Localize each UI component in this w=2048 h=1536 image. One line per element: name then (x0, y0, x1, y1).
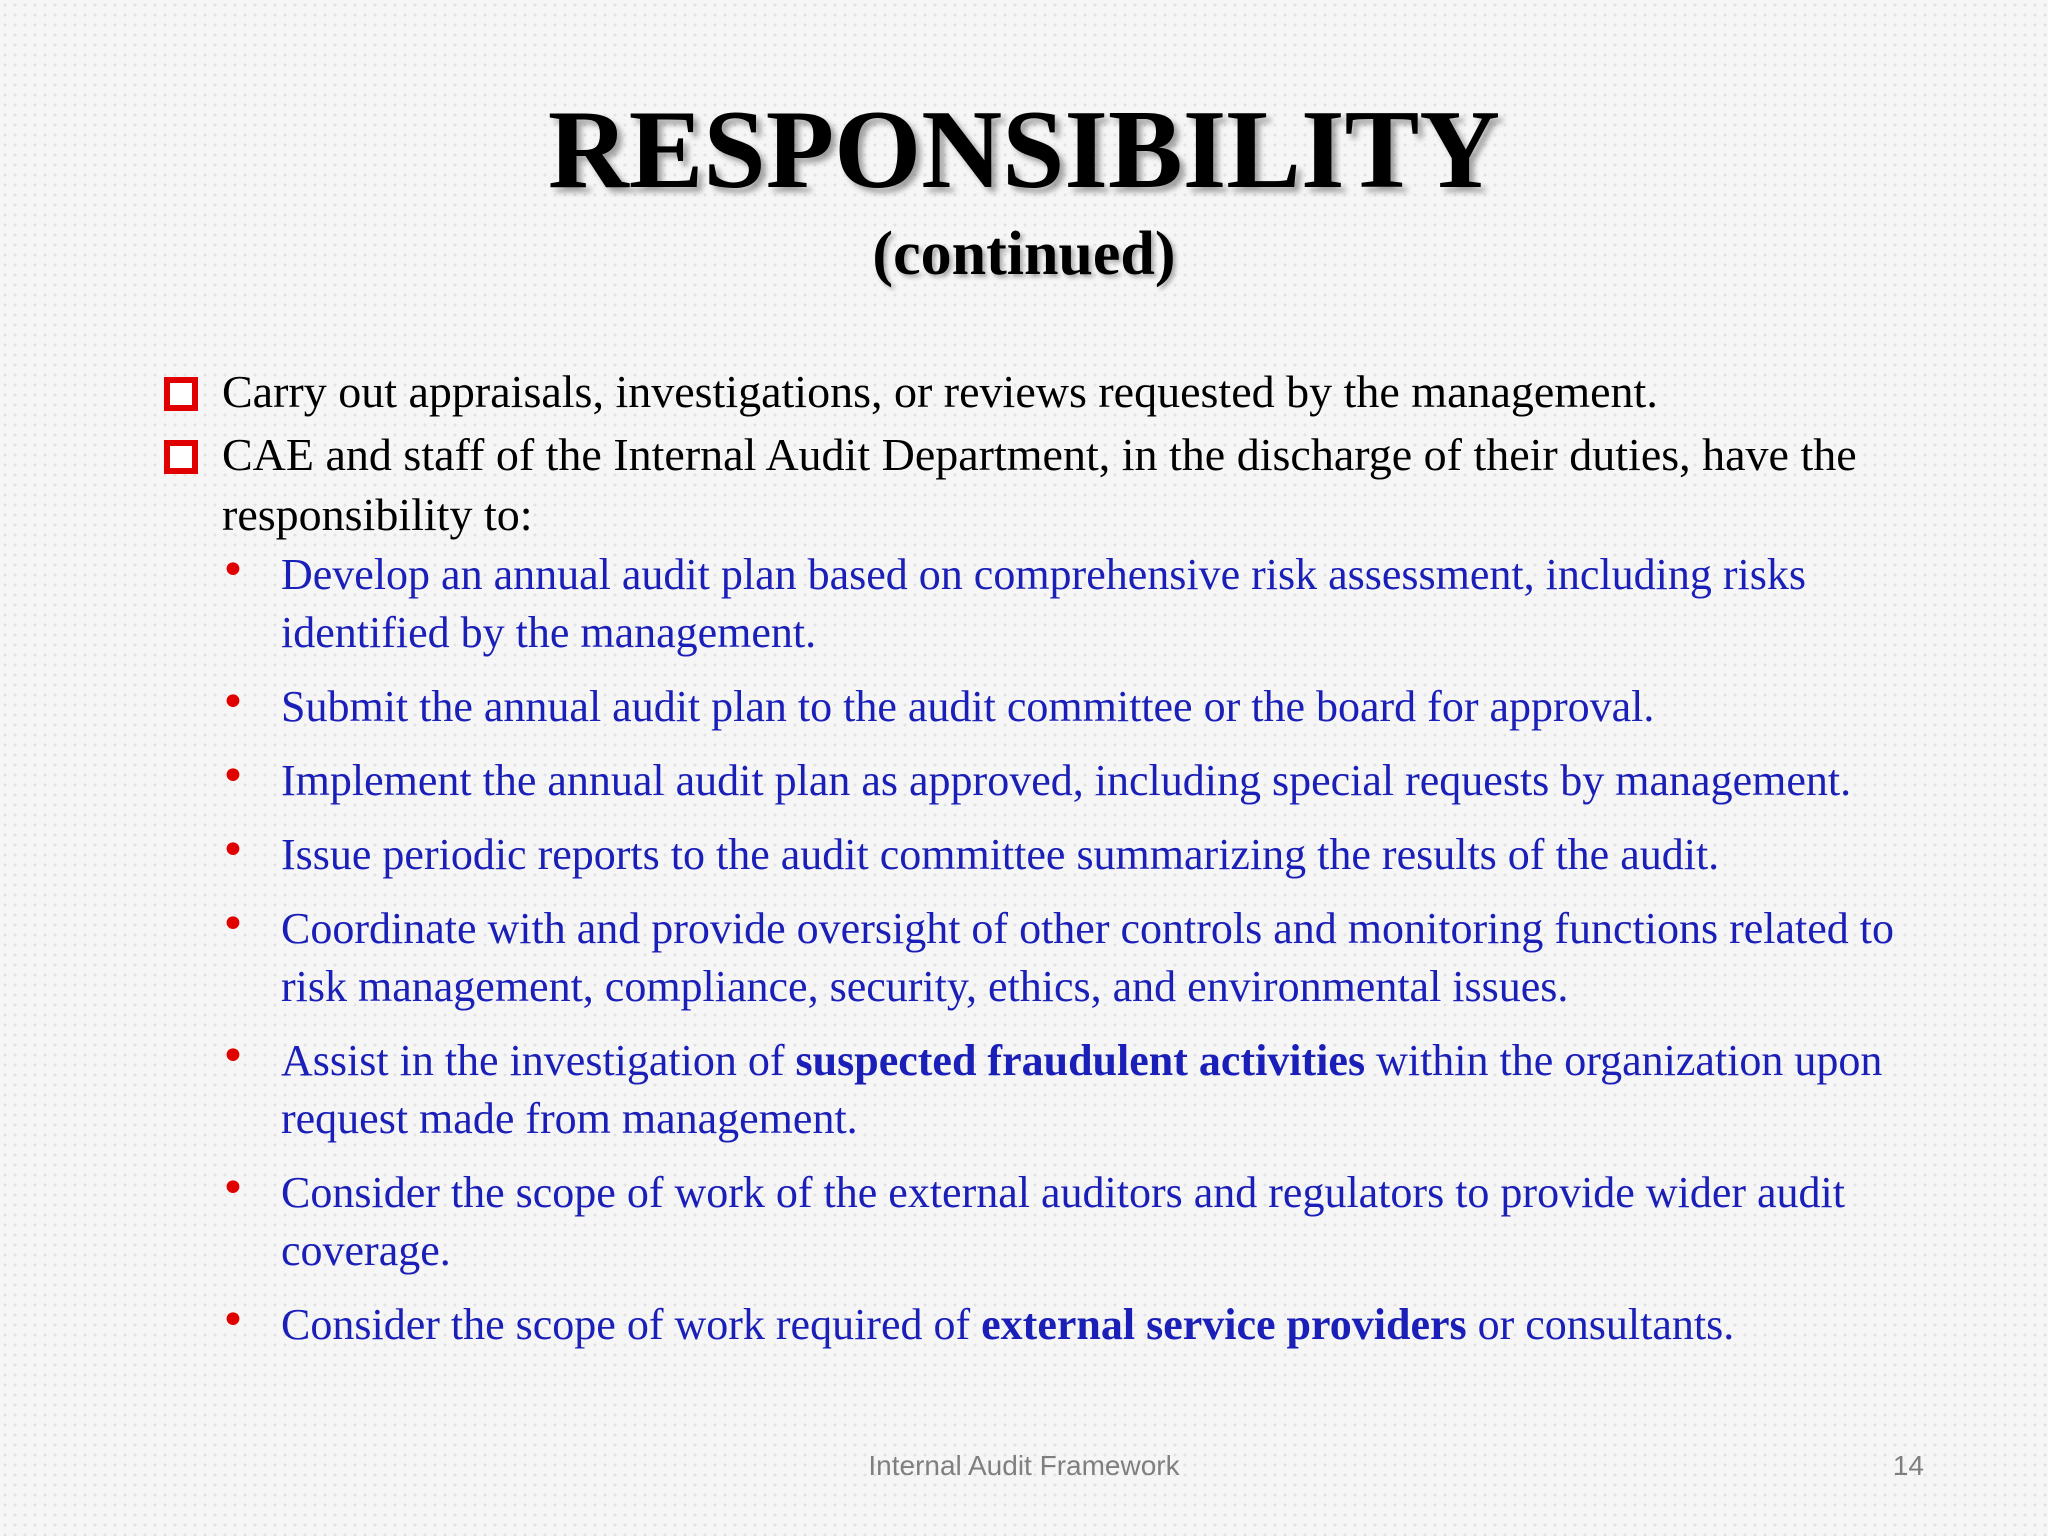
sub-bullet-item (160, 900, 1920, 1016)
dot-bullet-icon: • (220, 677, 246, 728)
sub-bullet-text: Issue periodic reports to the audit committee summarizing the results of the audit. (281, 830, 1720, 879)
sub-bullet-text-before: Assist in the investigation of (281, 1036, 796, 1085)
dot-bullet-icon: • (220, 751, 246, 802)
bullet-item-responsibilities (160, 425, 1920, 545)
square-bullet-icon (164, 377, 198, 411)
sub-bullet-text: Develop an annual audit plan based on comprehensive risk assessment, including risks identified by the management. (281, 550, 1806, 657)
emphasis-text: external service providers (981, 1300, 1467, 1349)
sub-bullet-item (160, 546, 1920, 662)
square-bullet-icon (164, 440, 198, 474)
page-number: 14 (1892, 1450, 1924, 1481)
sub-bullet-item (160, 1164, 1920, 1280)
dot-bullet-icon: • (220, 899, 246, 950)
sub-bullet-item (160, 752, 1920, 810)
sub-bullet-text: Coordinate with and provide oversight of other controls and monitoring functions related to risk management, compliance, security, ethics, and environmental issues. (281, 904, 1894, 1011)
dot-bullet-icon: • (220, 1163, 246, 1214)
sub-bullet-text: Consider the scope of work of the external auditors and regulators to provide wider audit coverage. (281, 1168, 1845, 1275)
sub-bullet-text: Implement the annual audit plan as approved, including special requests by management. (281, 756, 1852, 805)
dot-bullet-icon: • (220, 545, 246, 596)
sub-bullet-text-before: Consider the scope of work required of (281, 1300, 982, 1349)
sub-bullet-text-after: within the organization upon request made from management. (281, 1036, 1883, 1143)
bullet-text: Carry out appraisals, investigations, or reviews requested by the management. (222, 366, 1658, 417)
dot-bullet-icon: • (220, 1295, 246, 1346)
slide-subtitle: (continued) (872, 220, 1176, 288)
emphasis-text: suspected fraudulent activities (795, 1036, 1366, 1085)
sub-bullet-text-after: or consultants. (1466, 1300, 1735, 1349)
bullet-item-appraisals (160, 362, 1920, 422)
sub-bullet-item (160, 1032, 1920, 1148)
dot-bullet-icon: • (220, 825, 246, 876)
footer-title: Internal Audit Framework (868, 1450, 1180, 1481)
sub-bullet-item (160, 826, 1920, 884)
sub-bullet-item (160, 1296, 1920, 1354)
sub-bullet-text: Submit the annual audit plan to the audit committee or the board for approval. (281, 682, 1655, 731)
bullet-text: CAE and staff of the Internal Audit Department, in the discharge of their duties, have the responsibility to: (222, 429, 1857, 540)
slide-content (160, 362, 1920, 1370)
dot-bullet-icon: • (220, 1031, 246, 1082)
sub-bullet-list (160, 546, 1920, 1354)
sub-bullet-item (160, 678, 1920, 736)
slide-title: RESPONSIBILITY (547, 88, 1501, 212)
